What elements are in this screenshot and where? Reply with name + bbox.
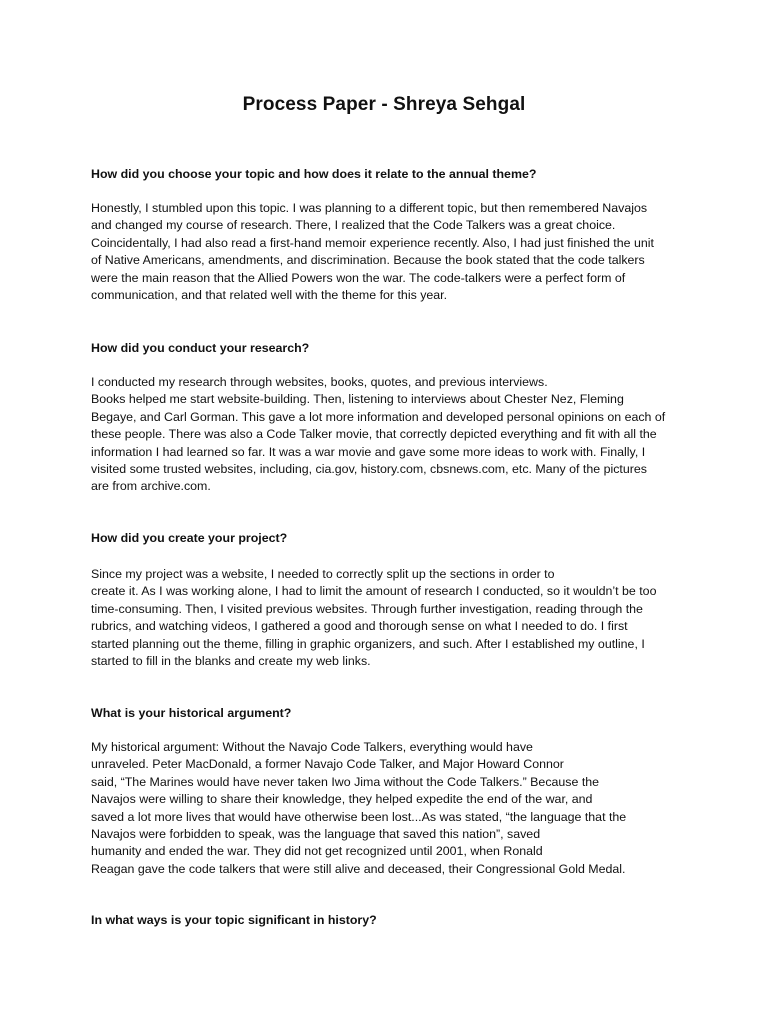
answer-topic-choice [91, 200, 654, 304]
paragraph-line: Honestly, I stumbled upon this topic. I was planning to a different topic, but then remembered Navajos [91, 201, 648, 215]
question-project-creation: How did you create your project? [91, 531, 288, 545]
paragraph-line: these people. There was also a Code Talker movie, that correctly depicted everything and fit with all the [91, 427, 657, 442]
paragraph-line: humanity and ended the war. They did not get recognized until 2001, when Ronald [91, 844, 543, 859]
paragraph-line: rubrics, and watching videos, I gathered a good and thorough sense on what I needed to do. I first [91, 619, 628, 634]
paragraph-line: unraveled. Peter MacDonald, a former Navajo Code Talker, and Major Howard Connor [91, 757, 564, 772]
question-historical-significance: In what ways is your topic significant in history? [91, 913, 377, 927]
question-research-method: How did you conduct your research? [91, 341, 310, 355]
paragraph-line: are from archive.com. [91, 479, 211, 494]
paragraph-line: Begaye, and Carl Gorman. This gave a lot more information and developed personal opinions on each of [91, 409, 666, 424]
paragraph-line: visited some trusted websites, including, cia.gov, history.com, cbsnews.com, etc. Many of the pictures [91, 462, 647, 477]
paragraph-line: Navajos were forbidden to speak, was the language that saved this nation”, saved [91, 827, 541, 842]
paragraph-line: information I had learned so far. It was a war movie and gave some more ideas to work with. Finally, I [91, 444, 646, 459]
page-title: Process Paper - Shreya Sehgal [242, 94, 526, 115]
paragraph-line: Books helped me start website-building. Then, listening to interviews about Chester Nez, Fleming [91, 392, 624, 407]
paragraph-line: communication, and that related well with the theme for this year. [91, 288, 448, 303]
paragraph-line: said, “The Marines would have never taken Iwo Jima without the Code Talkers.” Because the [91, 774, 600, 789]
paragraph-line: of Native Americans, amendments, and discrimination. Because the book stated that the code talkers [91, 253, 645, 268]
paragraph-line: Since my project was a website, I needed to correctly split up the sections in order to [91, 567, 555, 581]
answer-project-creation [91, 566, 656, 670]
question-topic-choice: How did you choose your topic and how does it relate to the annual theme? [91, 167, 537, 181]
paragraph-line: I conducted my research through websites, books, quotes, and previous interviews. [91, 375, 548, 389]
answer-historical-argument [91, 739, 626, 878]
paragraph-line: were the main reason that the Allied Powers won the war. The code-talkers were a perfect form of [91, 270, 626, 285]
paragraph-line: Reagan gave the code talkers that were still alive and deceased, their Congressional Gold Medal. [91, 861, 626, 876]
paragraph-line: Coincidentally, I had also read a first-hand memoir experience recently. Also, I had just finished the unit [91, 235, 654, 250]
paragraph-line: started to fill in the blanks and create my web links. [91, 654, 371, 669]
paragraph-line: create it. As I was working alone, I had to limit the amount of research I conducted, so it wouldn’t be too [91, 584, 657, 599]
paragraph-line: time-consuming. Then, I visited previous websites. Through further investigation, reading through the [91, 601, 643, 616]
answer-research-method [91, 374, 665, 496]
paragraph-line: saved a lot more lives that would have otherwise been lost...As was stated, “the language that the [91, 809, 627, 824]
paragraph-line: My historical argument: Without the Navajo Code Talkers, everything would have [91, 740, 533, 754]
paragraph-line: and changed my course of research. There, I realized that the Code Talkers was a great choice. [91, 218, 616, 233]
paragraph-line: Navajos were willing to share their knowledge, they helped expedite the end of the war, and [91, 792, 593, 807]
question-historical-argument: What is your historical argument? [91, 706, 292, 720]
paragraph-line: started planning out the theme, filling in graphic organizers, and such. After I established my outline, I [91, 636, 645, 651]
